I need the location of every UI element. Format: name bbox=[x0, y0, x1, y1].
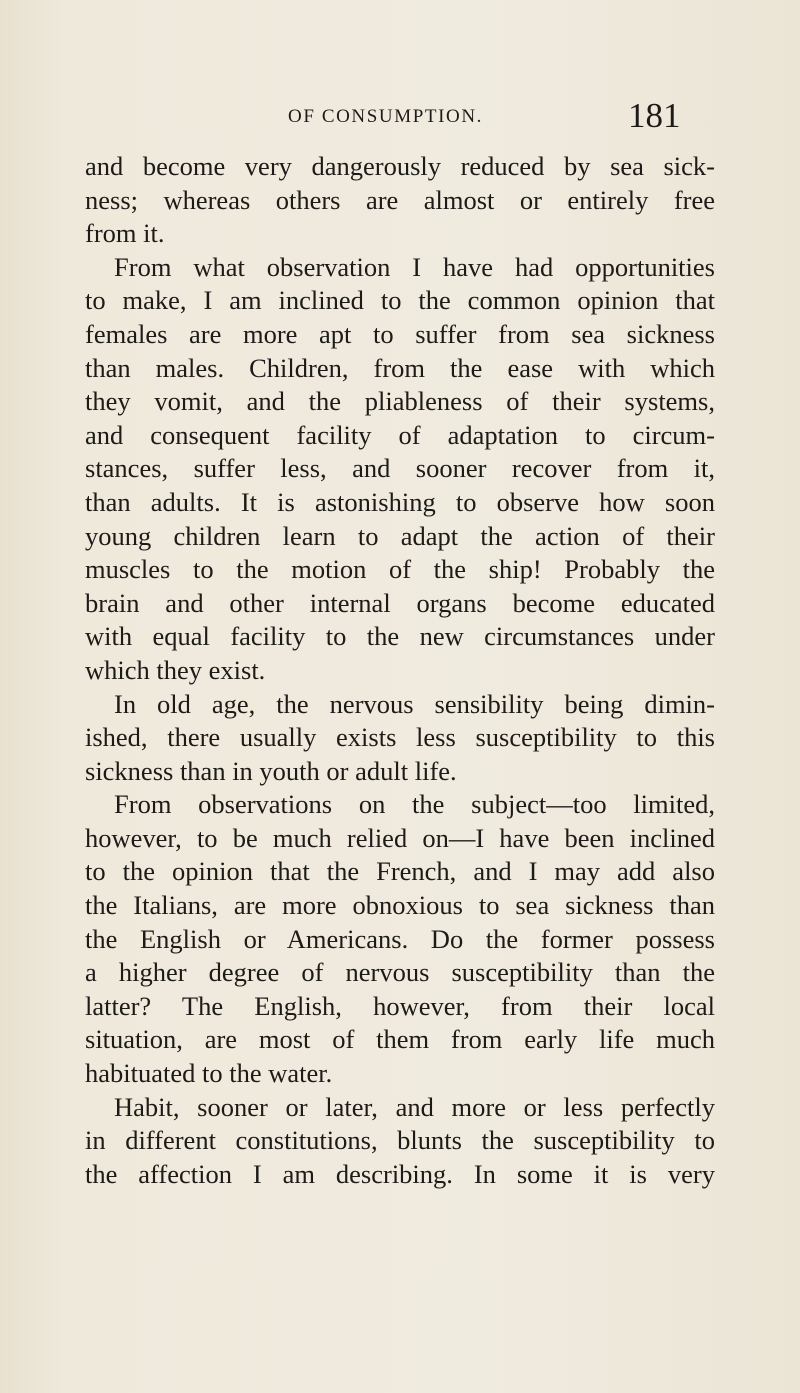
text-line: sickness than in youth or adult life. bbox=[85, 755, 457, 786]
text-line: muscles to the motion of the ship! Probably the bbox=[85, 554, 715, 585]
page-number: 181 bbox=[628, 96, 681, 135]
text-line: From observations on the subject—too limited, bbox=[114, 789, 715, 820]
text-line: in different constitutions, blunts the susceptibility to bbox=[85, 1125, 715, 1156]
text-line: In old age, the nervous sensibility being dimin- bbox=[114, 688, 715, 719]
text-line: to the opinion that the French, and I may add also bbox=[85, 856, 715, 887]
text-line: Habit, sooner or later, and more or less perfectly bbox=[114, 1091, 715, 1122]
text-line: to make, I am inclined to the common opinion that bbox=[85, 285, 715, 316]
text-line: than males. Children, from the ease with which bbox=[85, 352, 715, 383]
text-line: habituated to the water. bbox=[85, 1058, 333, 1089]
text-line: and consequent facility of adaptation to circum- bbox=[85, 419, 715, 450]
text-line: situation, are most of them from early life much bbox=[85, 1024, 715, 1055]
text-line: and become very dangerously reduced by sea sick- bbox=[85, 151, 715, 181]
text-line: the English or Americans. Do the former possess bbox=[85, 923, 715, 954]
text-line: stances, suffer less, and sooner recover from it, bbox=[85, 453, 715, 484]
body-text bbox=[85, 150, 715, 1191]
text-line: from it. bbox=[85, 218, 165, 249]
text-line: they vomit, and the pliableness of their systems, bbox=[85, 386, 715, 417]
text-line: however, to be much relied on—I have been inclined bbox=[85, 822, 715, 853]
running-head bbox=[0, 90, 800, 138]
text-line: with equal facility to the new circumstances under bbox=[85, 621, 715, 652]
text-line: the Italians, are more obnoxious to sea sickness than bbox=[85, 890, 715, 921]
text-line: young children learn to adapt the action of their bbox=[85, 520, 715, 551]
text-line: the affection I am describing. In some it is very bbox=[85, 1158, 715, 1189]
text-line: a higher degree of nervous susceptibility than the bbox=[85, 957, 715, 988]
text-line: latter? The English, however, from their local bbox=[85, 990, 715, 1021]
text-line: From what observation I have had opportunities bbox=[114, 251, 715, 282]
text-line: than adults. It is astonishing to observe how soon bbox=[85, 486, 715, 517]
text-line: females are more apt to suffer from sea sickness bbox=[85, 318, 715, 349]
text-line: ished, there usually exists less susceptibility to this bbox=[85, 722, 715, 753]
text-line: which they exist. bbox=[85, 654, 266, 685]
text-line: ness; whereas others are almost or entirely free bbox=[85, 184, 715, 215]
running-head-title: OF CONSUMPTION. bbox=[288, 106, 484, 127]
text-line: brain and other internal organs become educated bbox=[85, 587, 715, 618]
